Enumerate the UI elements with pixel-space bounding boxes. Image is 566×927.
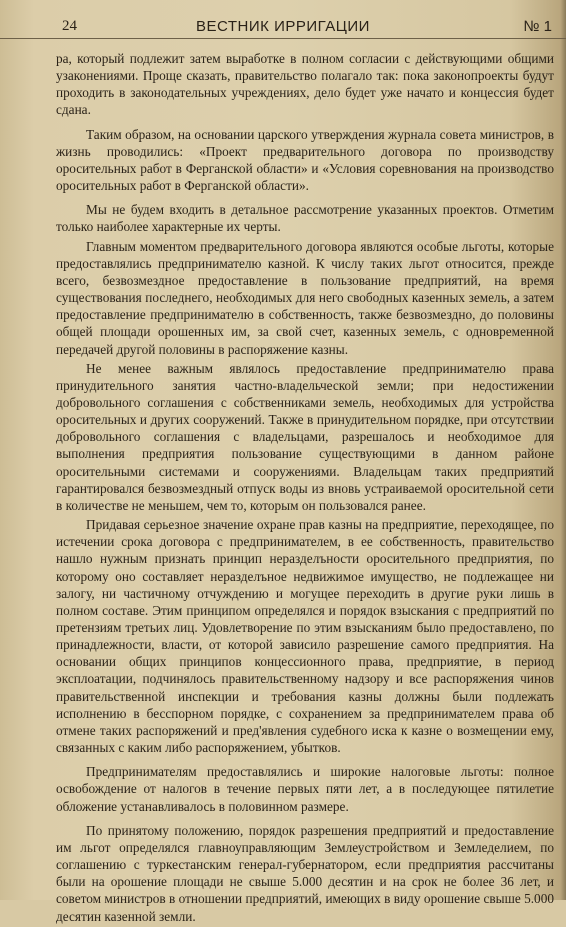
paragraph-1: ра, который подлежит затем выработке в полном согласии с действующими общими узаконениями. Проще сказать, правительство полагало так: пока законопроекты будут проходить в законодательных учреждениях, дело будет уже начато и концессия будет сдана. [56,51,554,118]
article-body [56,50,554,927]
paragraph-2: Таким образом, на основании царского утверждения журнала совета министров, в жизнь проводились: «Проект предварительного договора по производству оросительных работ в Ферганской области» и «Условия соревнования на производство оросительных работ в Ферганской области». [56,126,554,194]
page-number: 24 [62,18,77,34]
running-head [0,18,566,39]
paragraph-3: Мы не будем входить в детальное рассмотрение указанных проектов. Отметим только наиболее характерные их черты. [56,202,554,235]
paragraph-7: Предпринимателям предоставлялись и широкие налоговые льготы: полное освобождение от налогов в течение первых пяти лет, а в последующее пятилетие обложение устанавливалось в половинном размере. [56,764,554,814]
paragraph-6: Придавая серьезное значение охране прав казны на предприятие, переходящее, по истечении срока договора с предпринимателем, в ее собственность, правительство нашло нужным признать принцип неразделъности оросительного предприятия, по которому оно составляет неразделъное недвижимое имущество, не подлежащее ни залогу, ни частичному отчуждению и могущее переходить в другие руки лишь в полном составе. Этим принципом определялся и порядок взыскания с предприятий по претензиям третьих лиц. Удовлетворение по этим взысканиям было предоставлено, по принадлежности, власти, от которой зависило разрешение самого предприятия. На основании общих принципов концессионного права, предприятие, в период эксплоатации, подчинялось правительственному надзору и все распоряжения чинов правительственной инспекции и требования казны должны были подлежать исполнению в бесспорном порядке, с сохранением за предпринимателем права об отмене таких распоряжений и пред'явления судебного иска к казне о возмещении ему, связанных с каким либо распоряжением, убытков. [56,517,554,756]
journal-title: ВЕСТНИК ИРРИГАЦИИ [196,18,370,35]
paragraph-4: Главным моментом предварительного договора являются особые льготы, которые предоставлялись предпринимателю казной. К числу таких льгот относится, прежде всего, безвозмездное предоставление в пользование предприятий, на время существования последнего, необходимых для него свободных казенных земель, а затем предоставление предпринимателю в собственность, также безвозмездно, до половины общей площади орошенных им, за свой счет, казенных земель, с одновременной передачей другой половины в распоряжение казны. [56,238,554,357]
paragraph-8: По принятому положению, порядок разрешения предприятий и предоставление им льгот определялся главноуправляющим Землеустройством и Земледелием, по соглашению с туркестанским генерал-губернатором, если предприятия рассчитаны были на орошение площади не свыше 5.000 десятин и на срок не более 36 лет, и советом министров в отношении предприятий, имеющих в виду орошение свыше 5.000 десятин казенной земли. [56,822,554,924]
issue-number: № 1 [523,18,552,35]
paragraph-5: Не менее важным являлось предоставление предпринимателю права принудительного занятия частно-владельческой земли; при недостижении добровольного соглашения с собственниками земель, необходимых для устройства оросительных и других сооружений. Также в принудительном порядке, при отсутствии добровольного соглашения с владельцами, разрешалось и необходимое для выполнения предприятия пользование существующими в данном районе оросительными системами и сооружениями. Владельцам таких предприятий гарантировался безвозмездный отпуск воды из вновь устраиваемой оросительной сети в количестве не меньшем, чем то, которым он пользовался ранее. [56,360,554,513]
